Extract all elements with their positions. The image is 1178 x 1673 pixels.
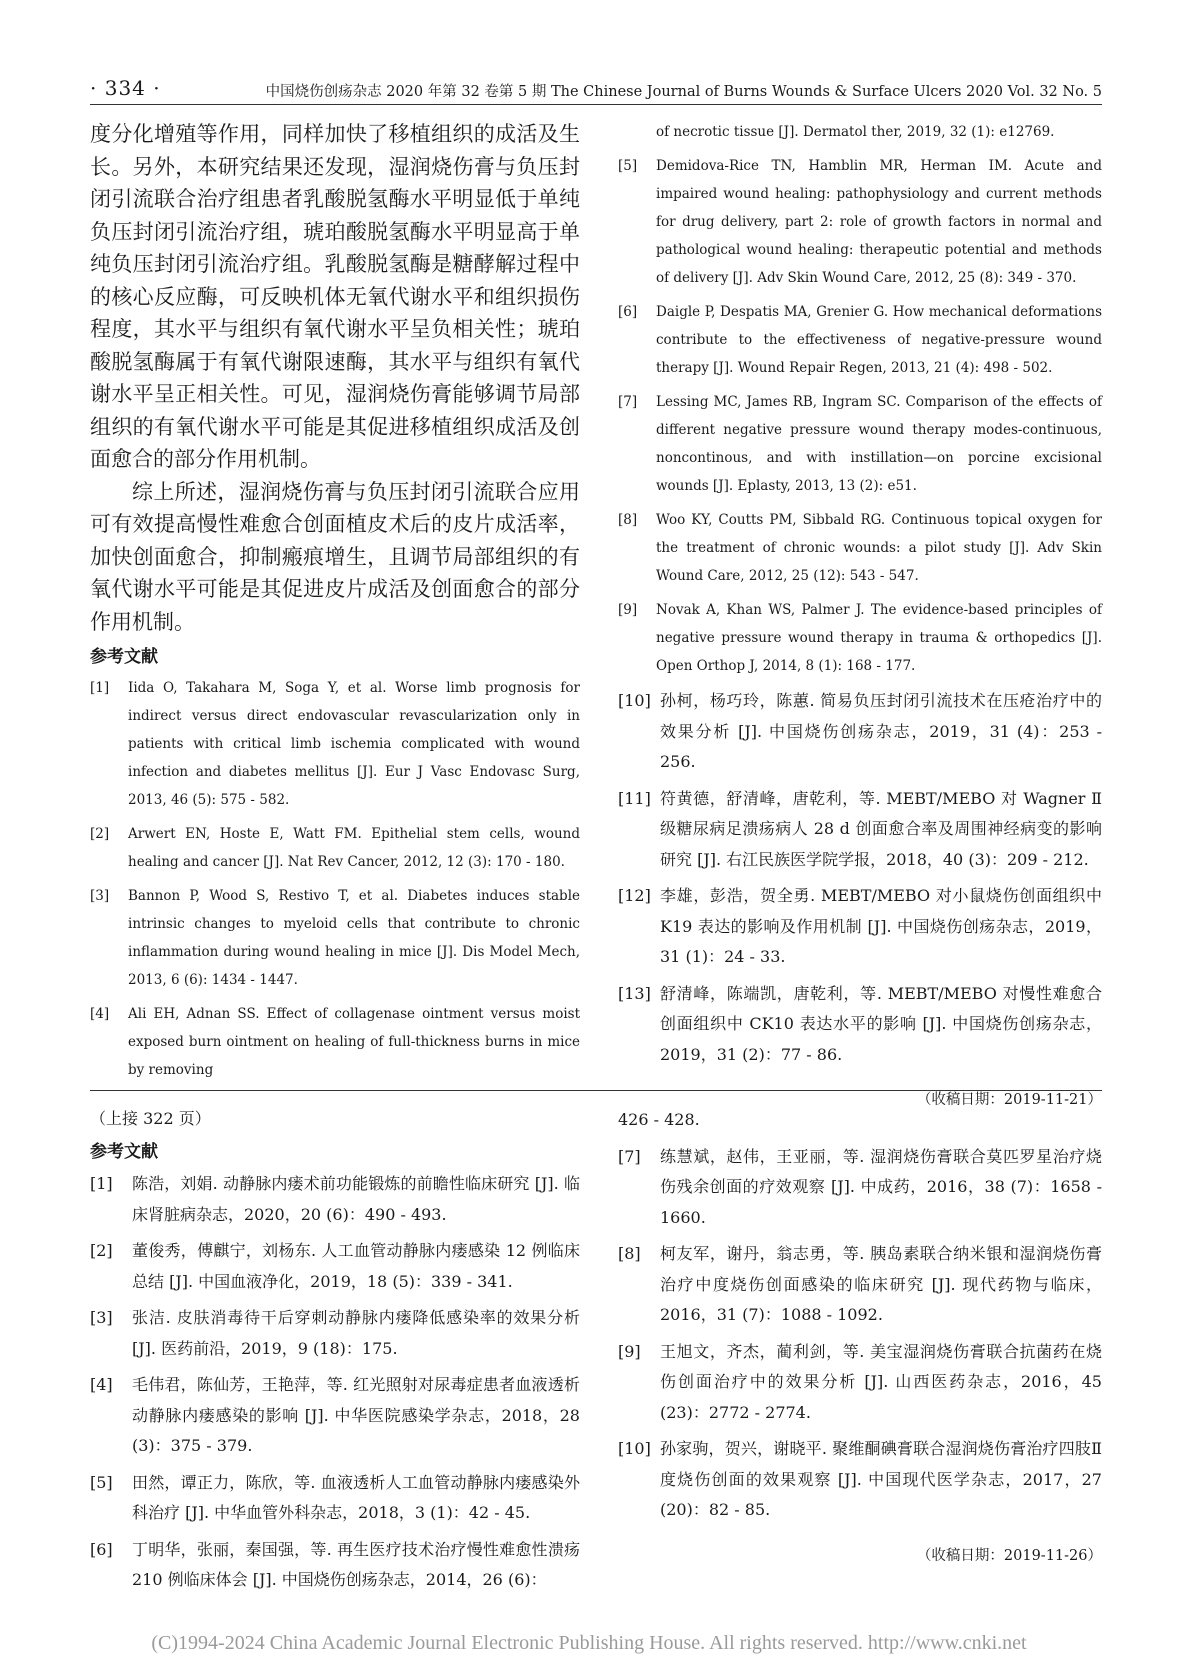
reference-item [618,596,1102,680]
reference-item [618,1337,1102,1429]
top-left-column [90,118,580,1090]
reference-text: 符黄德，舒清峰，唐乾利，等. MEBT/MEBO 对 Wagner Ⅱ级糖尿病足溃疡病人 28 d 创面愈合率及周围神经病变的影响研究 [J]. 右江民族医学院学报，2018，40 (3)：209 - 212. [660,788,1102,869]
page-header [90,68,1102,105]
reference-text: Demidova-Rice TN, Hamblin MR, Herman IM. Acute and impaired wound healing: pathophysiology and current methods for drug delivery, part 2: role of growth factors in normal and pathological wound healing: therapeutic potential and methods of delivery [J]. Adv Skin Wound Care, 2012, 25 (8): 349 - 370. [656,158,1102,286]
reference-item [90,1169,580,1230]
reference-number: [10] [618,1439,651,1458]
reference-item [90,674,580,814]
reference-text: 舒清峰，陈端凯，唐乾利，等. MEBT/MEBO 对慢性难愈合创面组织中 CK10 表达水平的影响 [J]. 中国烧伤创疡杂志，2019，31 (2)：77 - 86. [660,983,1102,1064]
reference-number: [8] [618,1244,641,1263]
reference-number: [13] [618,983,651,1003]
reference-item [618,979,1102,1071]
received-date: （收稿日期：2019-11-26） [916,1547,1102,1564]
section-divider [90,1090,1102,1091]
reference-text: 李雄，彭浩，贺全勇. MEBT/MEBO 对小鼠烧伤创面组织中 K19 表达的影响及作用机制 [J]. 中国烧伤创疡杂志，2019，31 (1)：24 - 33. [660,886,1102,966]
reference-item [618,686,1102,778]
reference-number: [2] [90,826,110,842]
reference-text: Iida O, Takahara M, Soga Y, et al. Worse limb prognosis for indirect versus direct endovascular revascularization only in patients with critical limb ischemia complicated with wound infection and diabetes mellitus [J]. Eur J Vasc Endovasc Surg, 2013, 46 (5): 575 - 582. [128,680,580,808]
reference-item [90,1468,580,1529]
reference-number: [11] [618,788,651,808]
reference-text: Novak A, Khan WS, Palmer J. The evidence-based principles of negative pressure wound therapy in trauma & orthopedics [J]. Open Orthop J, 2014, 8 (1): 168 - 177. [656,602,1102,674]
page-number: · 334 · [90,76,161,100]
body-paragraph: 度分化增殖等作用，同样加快了移植组织的成活及生长。另外，本研究结果还发现，湿润烧伤膏与负压封闭引流联合治疗组患者乳酸脱氢酶水平明显低于单纯负压封闭引流治疗组，琥珀酸脱氢酶水平明显高于单纯负压封闭引流治疗组。乳酸脱氢酶是糖酵解过程中的核心反应酶，可反映机体无氧代谢水平和组织损伤程度，其水平与组织有氧代谢水平呈负相关性；琥珀酸脱氢酶属于有氧代谢限速酶，其水平与组织有氧代谢水平呈正相关性。可见，湿润烧伤膏能够调节局部组织的有氧代谢水平可能是其促进移植组织成活及创面愈合的部分作用机制。 [90,122,580,471]
reference-number: [9] [618,1341,641,1361]
reference-number: [12] [618,886,651,905]
references-heading: 参考文献 [90,647,158,667]
reference-item [90,1000,580,1084]
reference-number: [5] [618,158,638,174]
reference-number: [8] [618,512,638,528]
reference-text: Daigle P, Despatis MA, Grenier G. How mechanical deformations contribute to the effectiveness of negative-pressure wound therapy [J]. Wound Repair Regen, 2013, 21 (4): 498 - 502. [656,304,1102,376]
reference-number: [3] [90,888,110,904]
reference-continuation [618,1105,1102,1136]
reference-number: [7] [618,394,638,410]
reference-item [618,152,1102,292]
copyright-footer: (C)1994-2024 China Academic Journal Electronic Publishing House. All rights reserved. http://www.cnki.net [151,1632,1027,1654]
reference-continuation [618,118,1102,146]
reference-item [90,882,580,994]
reference-item [90,1535,580,1596]
reference-text: 张洁. 皮肤消毒待干后穿刺动静脉内瘘降低感染率的效果分析 [J]. 医药前沿，2019，9 (18)：175. [132,1308,580,1358]
continued-from-note: （上接 322 页） [90,1109,211,1128]
reference-text: Ali EH, Adnan SS. Effect of collagenase ointment versus moist exposed burn ointment on healing of full-thickness burns in mice by removing [128,1006,580,1078]
reference-text: 董俊秀，傅麒宁，刘杨东. 人工血管动静脉内瘘感染 12 例临床总结 [J]. 中国血液净化，2019，18 (5)：339 - 341. [132,1241,580,1291]
reference-number: [9] [618,602,638,618]
bottom-right-column [618,1105,1102,1568]
reference-text: 柯友军，谢丹，翁志勇，等. 胰岛素联合纳米银和湿润烧伤膏治疗中度烧伤创面感染的临床研究 [J]. 现代药物与临床，2016，31 (7)：1088 - 1092. [660,1244,1102,1324]
reference-item [618,1239,1102,1331]
body-paragraph: 综上所述，湿润烧伤膏与负压封闭引流联合应用可有效提高慢性难愈合创面植皮术后的皮片成活率，加快创面愈合，抑制瘢痕增生，且调节局部组织的有氧代谢水平可能是其促进皮片成活及创面愈合的部分作用机制。 [90,479,580,634]
reference-number: [1] [90,680,110,696]
reference-text: 孙家驹，贺兴，谢晓平. 聚维酮碘膏联合湿润烧伤膏治疗四肢Ⅱ度烧伤创面的效果观察 [J]. 中国现代医学杂志，2017，27 (20)：82 - 85. [660,1439,1102,1519]
reference-item [618,506,1102,590]
reference-text: 丁明华，张丽，秦国强，等. 再生医疗技术治疗慢性难愈性溃疡 210 例临床体会 [J]. 中国烧伤创疡杂志，2014，26 (6)： [132,1539,580,1589]
reference-text: 孙柯，杨巧玲，陈蕙. 简易负压封闭引流技术在压疮治疗中的效果分析 [J]. 中国烧伤创疡杂志，2019，31 (4)：253 - 256. [660,691,1102,771]
reference-item [90,1303,580,1364]
reference-number: [6] [90,1539,113,1559]
reference-number: [5] [90,1472,113,1492]
reference-text: 426 - 428. [618,1110,700,1129]
running-head: 中国烧伤创疡杂志 2020 年第 32 卷第 5 期 The Chinese Journal of Burns Wounds & Surface Ulcers 2020 Vol. 32 No. 5 [265,84,1102,100]
reference-text: 田然，谭正力，陈欣，等. 血液透析人工血管动静脉内瘘感染外科治疗 [J]. 中华血管外科杂志，2018，3 (1)：42 - 45. [132,1472,580,1522]
reference-text: 毛伟君，陈仙芳，王艳萍，等. 红光照射对尿毒症患者血液透析动静脉内瘘感染的影响 [J]. 中华医院感染学杂志，2018，28 (3)：375 - 379. [132,1375,580,1455]
reference-text: Arwert EN, Hoste E, Watt FM. Epithelial stem cells, wound healing and cancer [J]. Nat Rev Cancer, 2012, 12 (3): 170 - 180. [128,826,580,870]
reference-number: [4] [90,1375,113,1394]
reference-text: Lessing MC, James RB, Ingram SC. Comparison of the effects of different negative pressure wound therapy modes-continuous, noncontinous, and with instillation—on porcine excisional wounds [J]. Eplasty, 2013, 13 (2): e51. [656,394,1102,494]
reference-item [618,298,1102,382]
top-right-column [618,118,1102,1112]
reference-number: [1] [90,1174,113,1193]
reference-item [618,1434,1102,1526]
reference-item [618,388,1102,500]
reference-text: Woo KY, Coutts PM, Sibbald RG. Continuous topical oxygen for the treatment of chronic wounds: a pilot study [J]. Adv Skin Wound Care, 2012, 25 (12): 543 - 547. [656,512,1102,584]
reference-text: 练慧斌，赵伟，王亚丽，等. 湿润烧伤膏联合莫匹罗星治疗烧伤残余创面的疗效观察 [J]. 中成药，2016，38 (7)：1658 - 1660. [660,1146,1102,1227]
reference-text: Bannon P, Wood S, Restivo T, et al. Diabetes induces stable intrinsic changes to myeloid cells that contribute to chronic inflammation during wound healing in mice [J]. Dis Model Mech, 2013, 6 (6): 1434 - 1447. [128,888,580,988]
reference-item [618,881,1102,973]
reference-number: [4] [90,1006,110,1022]
reference-number: [2] [90,1241,113,1260]
reference-number: [10] [618,691,651,710]
reference-number: [7] [618,1146,641,1166]
reference-text: 陈浩，刘娟. 动静脉内瘘术前功能锻炼的前瞻性临床研究 [J]. 临床肾脏病杂志，2020，20 (6)：490 - 493. [132,1174,580,1224]
bottom-left-column [90,1105,580,1602]
references-heading: 参考文献 [90,1142,158,1162]
reference-number: [6] [618,304,638,320]
reference-text: of necrotic tissue [J]. Dermatol ther, 2019, 32 (1): e12769. [656,124,1055,140]
reference-item [618,1142,1102,1234]
reference-item [90,820,580,876]
received-date: （收稿日期：2019-11-21） [916,1092,1102,1108]
reference-number: [3] [90,1308,113,1327]
reference-item [90,1236,580,1297]
reference-item [618,784,1102,876]
reference-item [90,1370,580,1462]
reference-text: 王旭文，齐杰，蔺利剑，等. 美宝湿润烧伤膏联合抗菌药在烧伤创面治疗中的效果分析 [J]. 山西医药杂志，2016，45 (23)：2772 - 2774. [660,1341,1102,1422]
